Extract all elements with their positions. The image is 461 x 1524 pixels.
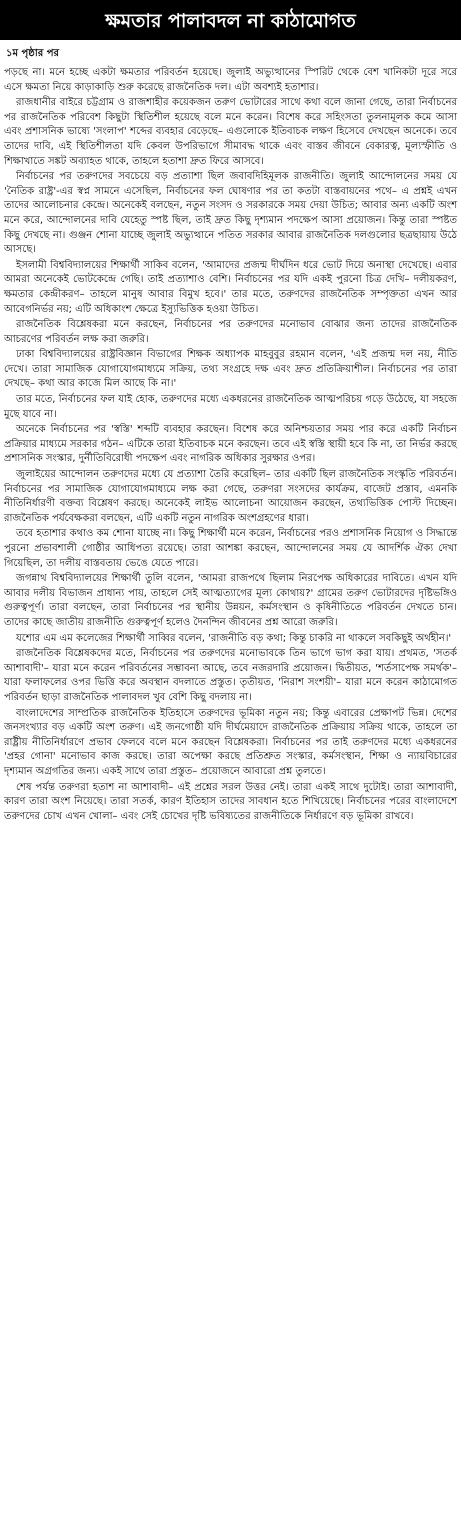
paragraph: রাজধানীর বাইরে চট্টগ্রাম ও রাজশাহীর কয়েকজন তরুণ ভোটারের সাথে কথা বলে জানা গেছে, তারা নির্বাচনের পর রাজনৈতিক পরিবেশ কিছুটা স্থিতিশীল হয়েছে বলে মনে করেন। বিশেষ করে সহিংসতা তুলনামূলক কমে আসা এবং প্রশাসনিক ভাষ্যে 'সংলাপ' শব্দের ব্যবহার বেড়েছে– এগুলোকে ইতিবাচক লক্ষণ হিসেবে দেখছেন অনেকে। তবে তাদের দাবি, এই স্থিতিশীলতা যদি কেবল উপরিভাগে সীমাবদ্ধ থাকে এবং বাস্তব জীবনে বেকারত্ব, মূল্যস্ফীতি ও শিক্ষাখাতে সঙ্কট অব্যাহত থাকে, তাহলে হতাশা দ্রুত ফিরে আসবে। xyxy=(4,97,457,167)
paragraph: অনেকে নির্বাচনের পর 'স্বস্তি' শব্দটি ব্যবহার করছেন। বিশেষ করে অনিশ্চয়তার সময় পার করে একটি নির্বাচন প্রক্রিয়ার মাধ্যমে সরকার গঠন– এটিকে তারা ইতিবাচক মনে করছেন। তবে এই স্বস্তি স্থায়ী হবে কি না, তা নির্ভর করছে প্রশাসনিক সংস্কার, দুর্নীতিবিরোধী পদক্ষেপ এবং নাগরিক অধিকার সুরক্ষার ওপর। xyxy=(4,424,457,465)
paragraph: পড়ছে না। মনে হচ্ছে একটা ক্ষমতার পরিবর্তন হয়েছে। জুলাই অভ্যুত্থানের স্পিরিট থেকে বেশ খানিকটা দূরে সরে এসে ক্ষমতা নিয়ে কাড়াকাড়ি শুরু করেছে রাজনৈতিক দল। এটা অবশ্যই হতাশার। xyxy=(4,67,457,93)
paragraph: শেষ পর্যন্ত তরুণরা হতাশ না আশাবাদী– এই প্রশ্নের সরল উত্তর নেই। তারা একই সাথে দুটোই। তারা আশাবাদী, কারণ তারা অংশ নিয়েছে। তারা সতর্ক, কারণ ইতিহাস তাদের সাবধান হতে শিখিয়েছে। নির্বাচনের পরের বাংলাদেশে তরুণদের চোখ এখন খোলা– এবং সেই চোখের দৃষ্টি ভবিষ্যতের রাজনীতিকে নির্ধারণে বড় ভূমিকা রাখবে। xyxy=(4,781,457,822)
paragraph: রাজনৈতিক বিশ্লেষকরা মনে করছেন, নির্বাচনের পর তরুণদের মনোভাব বোঝার জন্য তাদের রাজনৈতিক আচরণের পরিবর্তন লক্ষ করা জরুরি। xyxy=(4,319,457,345)
continued-from-label: ১ম পৃষ্ঠার পর xyxy=(6,48,59,59)
paragraph: জুলাইয়ের আন্দোলন তরুণদের মধ্যে যে প্রত্যাশা তৈরি করেছিল– তার একটি ছিল রাজনৈতিক সংস্কৃতি পরিবর্তন। নির্বাচনের পর সামাজিক যোগাযোগমাধ্যমে লক্ষ করা গেছে, তরুণরা সংসদের কার্যক্রম, বাজেট প্রস্তাব, এমনকি নীতিনির্ধারণী বক্তব্য বিশ্লেষণ করছে। অনেকেই লাইভ আলোচনা আয়োজন করছেন, তথ্যভিত্তিক পোস্ট দিচ্ছেন। রাজনৈতিক পর্যবেক্ষকরা বলছেন, এটি একটি নতুন নাগরিক অংশগ্রহণের ধারা। xyxy=(4,469,457,524)
paragraph: ঢাকা বিশ্ববিদ্যালয়ের রাষ্ট্রবিজ্ঞান বিভাগের শিক্ষক অধ্যাপক মাহবুবুর রহমান বলেন, 'এই প্রজন্ম দল নয়, নীতি দেখে। তারা সামাজিক যোগাযোগমাধ্যমে সক্রিয়, তথ্য সংগ্রহে দক্ষ এবং দ্রুত প্রতিক্রিয়াশীল। নির্বাচনের পর তারা দেখছে– কথা আর কাজে মিল আছে কি না।' xyxy=(4,349,457,390)
paragraph: নির্বাচনের পর তরুণদের সবচেয়ে বড় প্রত্যাশা ছিল জবাবদিহিমূলক রাজনীতি। জুলাই আন্দোলনের সময় যে 'নৈতিক রাষ্ট্র'-এর স্বপ্ন সামনে এসেছিল, নির্বাচনের ফল ঘোষণার পর তা কতটা বাস্তবায়নের পথে– এ প্রশ্নই এখন তাদের আলোচনার কেন্দ্রে। অনেকেই বলছেন, নতুন সংসদ ও সরকারকে সময় দেয়া উচিত; আবার অন্য একটি অংশ মনে করে, আন্দোলনের দাবি যেহেতু স্পষ্ট ছিল, তাই দ্রুত কিছু দৃশ্যমান পদক্ষেপ আসা প্রয়োজন। কিন্তু তারা স্পষ্টত কিছু দেখছে না। গুঞ্জন শোনা যাচ্ছে জুলাই অভ্যুত্থানে পতিত সরকার আবার রাজনৈতিক দলগুলোর ছত্রছায়ায় উঠে আসছে। xyxy=(4,171,457,256)
paragraph: বাংলাদেশের সাম্প্রতিক রাজনৈতিক ইতিহাসে তরুণদের ভূমিকা নতুন নয়; কিন্তু এবারের প্রেক্ষাপট ভিন্ন। দেশের জনসংখ্যার বড় একটি অংশ তরুণ। এই জনগোষ্ঠী যদি দীর্ঘমেয়াদে রাজনৈতিক প্রক্রিয়ায় সক্রিয় থাকে, তাহলে তা রাষ্ট্রীয় নীতিনির্ধারণে প্রভাব ফেলবে বলে মনে করছেন বিশ্লেষকরা। নির্বাচনের পর তাই তরুণদের মধ্যে একধরনের 'প্রহর গোনা' মনোভাব কাজ করছে। তারা অপেক্ষা করছে প্রতিশ্রুত সংস্কার, কর্মসংস্থান, শিক্ষা ও ন্যায়বিচারের দৃশ্যমান অগ্রগতির জন্য। একই সাথে তারা প্রস্তুত– প্রয়োজনে আবারো প্রশ্ন তুলতে। xyxy=(4,707,457,777)
headline: ক্ষমতার পালাবদল না কাঠামোগত xyxy=(0,0,461,40)
paragraph: ইসলামী বিশ্ববিদ্যালয়ের শিক্ষার্থী সাকিব বলেন, 'আমাদের প্রজন্ম দীর্ঘদিন ধরে ভোট দিয়ে অনাস্থা দেখেছে। এবার আমরা অনেকেই ভোটকেন্দ্রে গেছি। তাই প্রত্যাশাও বেশি। নির্বাচনের পর যদি একই পুরনো চিত্র দেখি– দলীয়করণ, ক্ষমতার কেন্দ্রীকরণ– তাহলে মানুষ আবার বিমুখ হবে।' তার মতে, তরুণদের রাজনৈতিক সম্পৃক্ততা এখন আর আবেগনির্ভর নয়; এটি অধিকাংশ ক্ষেত্রে ইস্যুভিত্তিক হওয়া উচিত। xyxy=(4,259,457,315)
paragraph: রাজনৈতিক বিশ্লেষকদের মতে, নির্বাচনের পর তরুণদের মনোভাবকে তিন ভাগে ভাগ করা যায়। প্রথমত, 'সতর্ক আশাবাদী'– যারা মনে করেন পরিবর্তনের সম্ভাবনা আছে, তবে নজরদারি প্রয়োজন। দ্বিতীয়ত, 'শর্তসাপেক্ষ সমর্থক'– যারা ফলাফলের ওপর ভিত্তি করে অবস্থান বদলাতে প্রস্তুত। তৃতীয়ত, 'নিরাশ সংশয়ী'– যারা মনে করেন কাঠামোগত পরিবর্তন ছাড়া রাজনৈতিক পালাবদল খুব বেশি কিছু বদলায় না। xyxy=(4,648,457,703)
paragraph: যশোর এম এম কলেজের শিক্ষার্থী সাব্বির বলেন, 'রাজনীতি বড় কথা; কিন্তু চাকরি না থাকলে সবকিছুই অর্থহীন।' xyxy=(16,632,452,644)
paragraph: জগন্নাথ বিশ্ববিদ্যালয়ের শিক্ষার্থী তুলি বলেন, 'আমরা রাজপথে ছিলাম নিরপেক্ষ অধিকারের দাবিতে। এখন যদি আবার দলীয় বিভাজন প্রাধান্য পায়, তাহলে সেই আত্মত্যাগের মূল্য কোথায়?' গ্রামের তরুণ ভোটারদের দৃষ্টিভঙ্গিও গুরুত্বপূর্ণ। তারা বলছেন, তারা নির্বাচনের পর স্থানীয় উন্নয়ন, কর্মসংস্থান ও কৃষিনীতিতে পরিবর্তন দেখতে চান। তাদের কাছে জাতীয় রাজনীতি গুরুত্বপূর্ণ হলেও দৈনন্দিন জীবনের প্রশ্ন আরো জরুরি। xyxy=(4,573,457,628)
paragraph: তবে হতাশার কথাও কম শোনা যাচ্ছে না। কিছু শিক্ষার্থী মনে করেন, নির্বাচনের পরও প্রশাসনিক নিয়োগ ও সিদ্ধান্তে পুরনো প্রভাবশালী গোষ্ঠীর আধিপত্য রয়েছে। তারা আশঙ্কা করছেন, আন্দোলনের সময় যে আদর্শিক ঐক্য দেখা গিয়েছিল, তা দলীয় বাস্তবতায় ভেঙে যেতে পারে। xyxy=(4,528,457,569)
article-body xyxy=(4,66,457,824)
paragraph: তার মতে, নির্বাচনের ফল যাই হোক, তরুণদের মধ্যে একধরনের রাজনৈতিক আত্মপরিচয় গড়ে উঠেছে, যা সহজে মুছে যাবে না। xyxy=(4,394,457,420)
